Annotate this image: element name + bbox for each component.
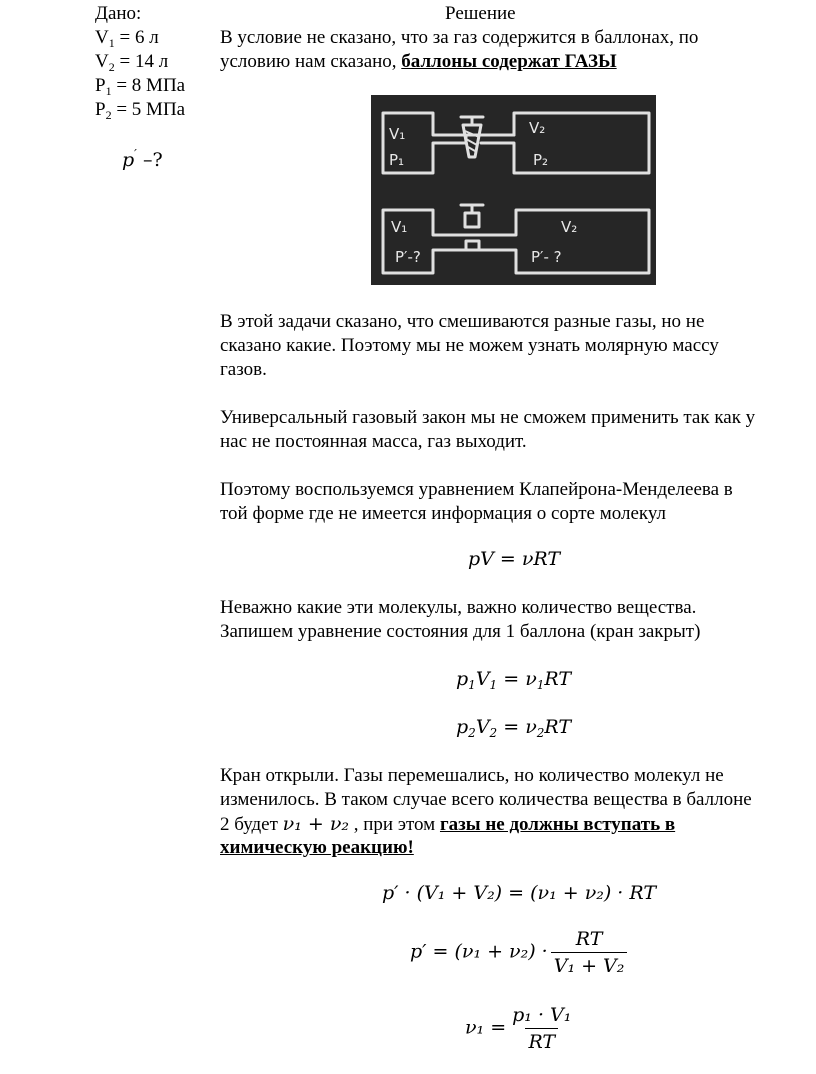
para3-line1: Универсальный газовый закон мы не сможем применить так как у [220,407,756,428]
board-top-p1: P₁ [389,151,405,169]
board-top-p2: P₂ [533,151,549,169]
given-p1: $P_1 = 8$ МПа [95,75,186,98]
given-v2: $V_2 = 14$ л [95,51,169,74]
para6-line2: изменилось. В таком случае всего количества вещества в баллоне [220,789,752,810]
para1-line2: условию нам сказано, баллоны содержат ГАЗЫ [220,51,617,72]
board-bot-p: P′-? [395,248,421,266]
given-p2: $P_2 = 5$ МПа [95,99,186,122]
para5-line2: Запишем уравнение состояния для 1 баллона (кран закрыт) [220,621,701,642]
equation-cylinder-2: $p_2V_2 = \nu_2RT$ [456,716,572,740]
para2-line3: газов. [220,359,267,380]
para4-line1: Поэтому воспользуемся уравнением Клапейрона-Менделеева в [220,479,733,500]
find-p-prime: p′ –? [122,147,163,171]
para5-line1: Неважно какие эти молекулы, важно количество вещества. [220,597,697,618]
given-v1: $V_1 = 6$ л [95,27,159,50]
emphasis-gases: баллоны содержат ГАЗЫ [401,51,617,72]
equation-nu1: ν₁ = $\frac{\text{p₁ · V₁}}{RT}$ [465,1004,572,1053]
equation-mixed: p′ · (V₁ + V₂) = (ν₁ + ν₂) · RT [382,882,657,904]
board-bot-p2: P′- ? [531,248,562,266]
equation-cylinder-1: $p_1V_1 = \nu_1RT$ [456,668,572,692]
solution-heading: Решение [445,3,516,24]
para4-line2: той форме где не имеется информация о сорте молекул [220,503,666,524]
board-top-v2: V₂ [529,119,546,137]
equation-p-prime: p′ = (ν₁ + ν₂) · $\frac{RT}{\text{V₁ + V₂}}$ [410,928,630,977]
cylinders-diagram [371,95,656,285]
equation-general: pV = νRT [468,548,561,570]
blackboard-photo [371,95,656,285]
board-bot-v1: V₁ [391,218,408,236]
para6-line3: 2 будет ν₁ + ν₂ , при этом газы не должны вступать в [220,813,676,835]
board-top-v1: V₁ [389,125,406,143]
para1-line1: В условие не сказано, что за газ содержится в баллонах, по [220,27,699,48]
para6-line1: Кран открыли. Газы перемешались, но количество молекул не [220,765,724,786]
para6-line4: химическую реакцию! [220,837,414,858]
para2-line2: сказано какие. Поэтому мы не можем узнать молярную массу [220,335,719,356]
given-title: Дано: [95,3,142,24]
emphasis-no-reaction: газы не должны вступать в [439,814,676,835]
board-bot-v2: V₂ [561,218,578,236]
para2-line1: В этой задачи сказано, что смешиваются разные газы, но не [220,311,705,332]
para3-line2: нас не постоянная масса, газ выходит. [220,431,527,452]
